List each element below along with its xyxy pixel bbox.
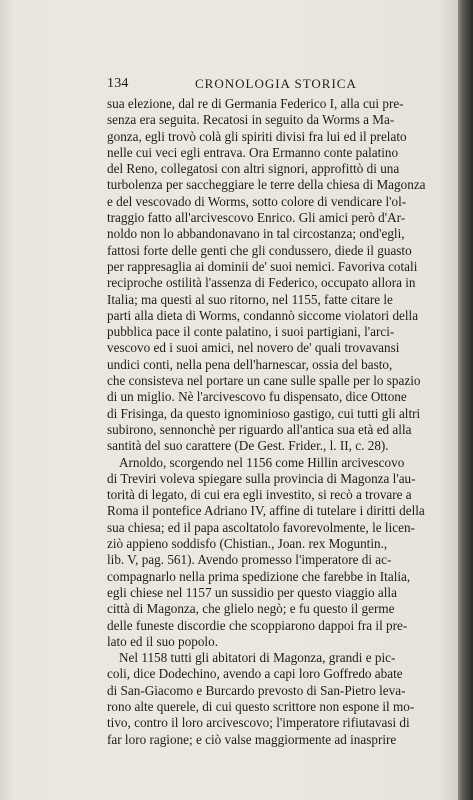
text-line: delle funeste discordie che scoppiarono dappoi fra il pre- [107, 617, 408, 633]
text-line: fattosi forte delle genti che gli condussero, diede il guasto [107, 242, 412, 258]
text-line: subirono, sennonchè per riguardo all'antica sua età ed alla [107, 421, 412, 437]
text-line: pubblica pace il conte palatino, i suoi partigiani, l'arci- [107, 324, 395, 340]
text-line: tivo, contro il loro arcivescovo; l'imperatore rifiutavasi di [107, 715, 410, 731]
body-text [107, 96, 426, 748]
text-line: nelle cui veci egli entrava. Ora Ermanno conte palatino [107, 144, 399, 160]
text-line: parti alla dieta di Worms, condannò siccome violatori della [107, 307, 419, 323]
text-line: sua elezione, dal re di Germania Federico I, alla cui pre- [107, 96, 404, 111]
page-edge-shadow [458, 0, 473, 800]
text-line: lib. V, pag. 561). Avendo promesso l'imperatore di ac- [107, 552, 392, 568]
text-line: Italia; ma questi al suo ritorno, nel 1155, fatte citare le [107, 291, 393, 307]
text-line: di Frisinga, da questo ignominioso gastigo, cui tutti gli altri [107, 405, 421, 421]
text-line: coli, dice Dodechino, avendo a capi loro Goffredo abate [107, 666, 403, 682]
text-line: undici conti, nella pena dell'harnescar, ossia del basto, [107, 356, 393, 372]
text-line: egli chiese nel 1157 un sussidio per questo viaggio alla [107, 584, 397, 600]
text-line: santità del suo carattere (De Gest. Frider., l. II, c. 28). [107, 438, 389, 454]
text-line: di San-Giacomo e Burcardo prevosto di San-Pietro leva- [107, 682, 406, 698]
text-line: noldo non lo abbandonavano in tal circostanza; ond'egli, [107, 226, 405, 242]
running-title: CRONOLOGIA STORICA [195, 76, 357, 91]
page-header [107, 76, 358, 94]
text-line: ziò appieno soddisfo (Chistian., Joan. rex Moguntin., [107, 536, 388, 552]
text-line: traggio fatto all'arcivescovo Enrico. Gli amici però d'Ar- [107, 210, 406, 226]
text-line: turbolenza per saccheggiare le terre della chiesa di Magonza [107, 177, 426, 193]
text-line: Roma il pontefice Adriano IV, affine di tutelare i diritti della [107, 503, 425, 519]
text-line: vescovo ed i suoi amici, nel novero de' quali trovavansi [107, 340, 400, 356]
text-line: lato ed il suo popolo. [107, 633, 218, 649]
text-line: torità di legato, di cui era egli investito, si recò a trovare a [107, 487, 412, 503]
text-line: di un miglio. Nè l'arcivescovo fu dispensato, dice Ottone [107, 389, 407, 405]
text-line: senza era seguita. Recatosi in seguito da Worms a Ma- [107, 112, 395, 128]
text-line: reciproche ostilità l'assenza di Federico, occupato allora in [107, 275, 416, 291]
text-line: compagnarlo nella prima spedizione che farebbe in Italia, [107, 568, 411, 584]
text-line: di Treviri voleva spiegare sulla provincia di Magonza l'au- [107, 470, 416, 486]
paragraph-start-line: Arnoldo, scorgendo nel 1156 come Hillin arcivescovo [119, 454, 405, 470]
text-line: del Reno, collegatosi con altri signori, approfittò di una [107, 161, 400, 177]
paragraph-start-line: Nel 1158 tutti gli abitatori di Magonza, grandi e pic- [119, 650, 396, 666]
text-line: gonza, egli trovò colà gli spiriti divisi fra lui ed il prelato [107, 128, 407, 144]
text-line: città di Magonza, che glielo negò; e fu questo il germe [107, 601, 395, 617]
text-line: sua chiesa; ed il papa ascoltatolo favorevolmente, le licen- [107, 519, 415, 535]
text-line: rono alte querele, di cui questo scrittore non espone il mo- [107, 698, 415, 714]
text-line: far loro ragione; e ciò valse maggiormente ad inasprire [107, 731, 397, 747]
text-line: per rappresaglia ai dominii de' suoi nemici. Favoriva cotali [107, 258, 418, 274]
text-line: che consisteva nel portare un cane sulle spalle per lo spazio [107, 373, 421, 389]
text-line: e del vescovado di Worms, sotto colore di vendicare l'ol- [107, 193, 407, 209]
page-number: 134 [107, 76, 129, 91]
